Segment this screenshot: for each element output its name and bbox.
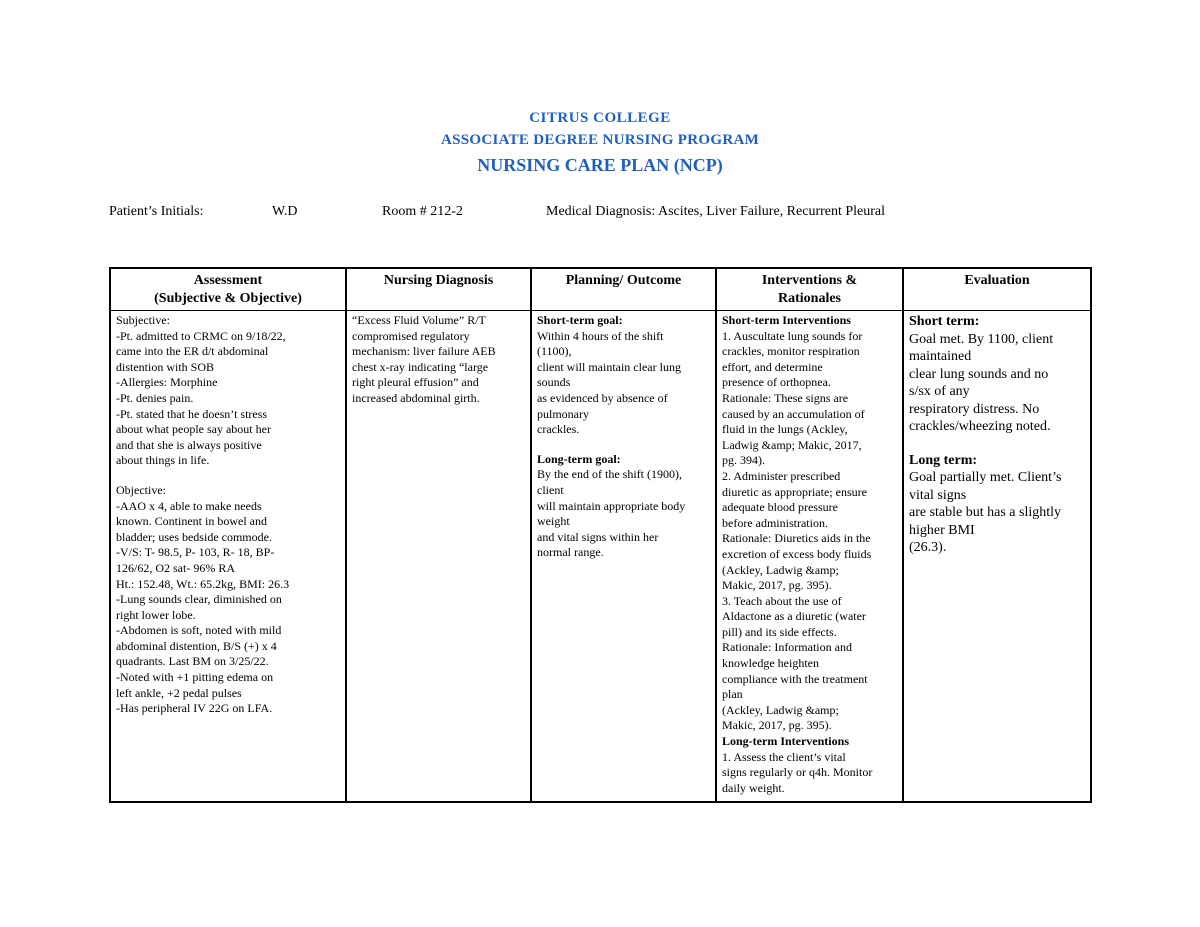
text-line: crackles, monitor respiration	[722, 344, 860, 359]
table-row	[110, 311, 1091, 803]
text-line: and vital signs within her	[537, 529, 659, 544]
short-term-goal-text	[537, 329, 710, 438]
text-line: -Abdomen is soft, noted with mild	[116, 623, 282, 638]
care-plan-table	[109, 267, 1092, 803]
text-line: -AAO x 4, able to make needs	[116, 498, 262, 513]
header-interventions	[716, 268, 903, 311]
interventions-cell	[716, 311, 903, 803]
text-line: respiratory distress. No	[909, 401, 1040, 417]
text-line: and that she is always positive	[116, 437, 262, 452]
text-line: (Ackley, Ladwig &amp;	[722, 562, 839, 577]
text-line: about things in life.	[116, 453, 210, 468]
header-assessment-line2: (Subjective & Objective)	[154, 291, 302, 306]
text-line: Within 4 hours of the shift	[537, 328, 664, 343]
header-interventions-line1: Interventions &	[761, 273, 858, 288]
assessment-subjective	[116, 313, 340, 469]
text-line: (26.3).	[909, 540, 947, 555]
long-term-evaluation-text	[909, 469, 1085, 557]
long-term-interventions-text	[722, 750, 897, 797]
short-term-evaluation-text	[909, 331, 1085, 436]
text-line: s/sx of any	[909, 384, 970, 399]
text-line: right lower lobe.	[116, 607, 196, 622]
text-line: By the end of the shift (1900),	[537, 467, 682, 482]
text-line: sounds	[537, 375, 571, 390]
text-line: plan	[722, 687, 743, 702]
text-line: pill) and its side effects.	[722, 624, 837, 639]
text-line: -Allergies: Morphine	[116, 375, 218, 390]
text-line: weight	[537, 514, 570, 529]
text-line: effort, and determine	[722, 359, 823, 374]
text-line: 3. Teach about the use of	[722, 593, 842, 608]
text-line: signs regularly or q4h. Monitor	[722, 765, 873, 780]
text-line: compliance with the treatment	[722, 671, 868, 686]
text-line: quadrants. Last BM on 3/25/22.	[116, 654, 269, 669]
header-assessment-line1: Assessment	[193, 273, 263, 288]
short-term-interventions-text	[722, 329, 897, 734]
text-line: Rationale: Information and	[722, 640, 852, 655]
text-line: Rationale: Diuretics aids in the	[722, 531, 871, 546]
text-line: caused by an accumulation of	[722, 406, 865, 421]
text-line: Makic, 2017, pg. 395).	[722, 718, 832, 733]
table-header-row	[110, 268, 1091, 311]
text-line: abdominal distention, B/S (+) x 4	[116, 638, 277, 653]
planning-cell	[531, 311, 716, 803]
text-line: about what people say about her	[116, 422, 271, 437]
text-line: right pleural effusion” and	[352, 375, 479, 390]
text-line: came into the ER d/t abdominal	[116, 344, 269, 359]
text-line: presence of orthopnea.	[722, 375, 831, 390]
text-line: crackles/wheezing noted.	[909, 419, 1051, 434]
assessment-objective	[116, 483, 340, 717]
header-assessment	[110, 268, 346, 311]
text-line: 126/62, O2 sat- 96% RA	[116, 560, 235, 575]
text-line: client will maintain clear lung	[537, 359, 681, 374]
nursing-diagnosis-text	[352, 313, 525, 407]
text-line: client	[537, 482, 564, 497]
room-number: Room # 212-2	[382, 204, 463, 219]
header-planning-outcome: Planning/ Outcome	[531, 268, 716, 311]
text-line: “Excess Fluid Volume” R/T	[352, 313, 486, 327]
text-line: knowledge heighten	[722, 656, 819, 671]
text-line: increased abdominal girth.	[352, 390, 480, 405]
text-line: adequate blood pressure	[722, 500, 838, 515]
text-line: left ankle, +2 pedal pulses	[116, 685, 242, 700]
text-line: vital signs	[909, 487, 967, 503]
text-line: pg. 394).	[722, 453, 765, 468]
short-term-interventions-title: Short-term Interventions	[722, 313, 851, 327]
nursing-diagnosis-cell	[346, 311, 531, 803]
text-line: Ladwig &amp; Makic, 2017,	[722, 437, 862, 452]
long-term-goal-title: Long-term goal:	[537, 451, 621, 466]
text-line: (1100),	[537, 344, 572, 359]
header-interventions-line2: Rationales	[778, 291, 841, 306]
text-line: 2. Administer prescribed	[722, 468, 841, 483]
text-line: Goal partially met. Client’s	[909, 470, 1062, 485]
text-line: -Has peripheral IV 22G on LFA.	[116, 701, 273, 716]
text-line: 1. Auscultate lung sounds for	[722, 328, 863, 343]
text-line: diuretic as appropriate; ensure	[722, 484, 867, 499]
text-line: pulmonary	[537, 406, 589, 421]
header-evaluation: Evaluation	[903, 268, 1091, 311]
text-line: -Pt. admitted to CRMC on 9/18/22,	[116, 328, 286, 343]
short-term-evaluation-title: Short term:	[909, 314, 980, 329]
document-title: NURSING CARE PLAN (NCP)	[477, 155, 723, 175]
header-nursing-diagnosis: Nursing Diagnosis	[346, 268, 531, 311]
text-line: fluid in the lungs (Ackley,	[722, 422, 848, 437]
patient-initials-label: Patient’s Initials:	[109, 204, 204, 219]
long-term-goal-text	[537, 467, 710, 561]
text-line: -Pt. stated that he doesn’t stress	[116, 406, 268, 421]
text-line: clear lung sounds and no	[909, 366, 1049, 382]
text-line: distention with SOB	[116, 359, 215, 374]
text-line: maintained	[909, 349, 972, 364]
text-line: excretion of excess body fluids	[722, 546, 872, 561]
text-line: daily weight.	[722, 780, 785, 795]
long-term-evaluation-title: Long term:	[909, 452, 978, 468]
text-line: Rationale: These signs are	[722, 390, 849, 405]
medical-diagnosis: Medical Diagnosis: Ascites, Liver Failure, Recurrent Pleural	[546, 204, 886, 219]
patient-initials-value: W.D	[272, 204, 298, 219]
text-line: as evidenced by absence of	[537, 390, 668, 405]
text-line: normal range.	[537, 545, 604, 560]
text-line: -V/S: T- 98.5, P- 103, R- 18, BP-	[116, 545, 275, 560]
text-line: known. Continent in bowel and	[116, 514, 267, 529]
text-line: -Noted with +1 pitting edema on	[116, 670, 274, 685]
evaluation-cell	[903, 311, 1091, 803]
text-line: crackles.	[537, 422, 580, 437]
text-line: will maintain appropriate body	[537, 498, 686, 513]
text-line: Subjective:	[116, 313, 170, 327]
text-line: compromised regulatory	[352, 328, 470, 343]
text-line: chest x-ray indicating “large	[352, 359, 489, 374]
text-line: Makic, 2017, pg. 395).	[722, 578, 832, 593]
text-line: -Lung sounds clear, diminished on	[116, 592, 282, 607]
program-name: ASSOCIATE DEGREE NURSING PROGRAM	[440, 132, 760, 148]
text-line: are stable but has a slightly	[909, 505, 1062, 520]
college-name: CITRUS COLLEGE	[529, 110, 671, 126]
text-line: (Ackley, Ladwig &amp;	[722, 702, 839, 717]
text-line: 1. Assess the client’s vital	[722, 749, 846, 764]
text-line: before administration.	[722, 515, 828, 530]
text-line: -Pt. denies pain.	[116, 390, 194, 405]
short-term-goal-title: Short-term goal:	[537, 313, 623, 327]
text-line: Objective:	[116, 482, 166, 497]
text-line: Ht.: 152.48, Wt.: 65.2kg, BMI: 26.3	[116, 576, 290, 591]
text-line: Goal met. By 1100, client	[909, 331, 1054, 347]
text-line: higher BMI	[909, 522, 975, 538]
long-term-interventions-title: Long-term Interventions	[722, 734, 849, 749]
text-line: bladder; uses bedside commode.	[116, 529, 272, 544]
text-line: mechanism: liver failure AEB	[352, 344, 496, 359]
assessment-cell	[110, 311, 346, 803]
text-line: Aldactone as a diuretic (water	[722, 609, 866, 624]
